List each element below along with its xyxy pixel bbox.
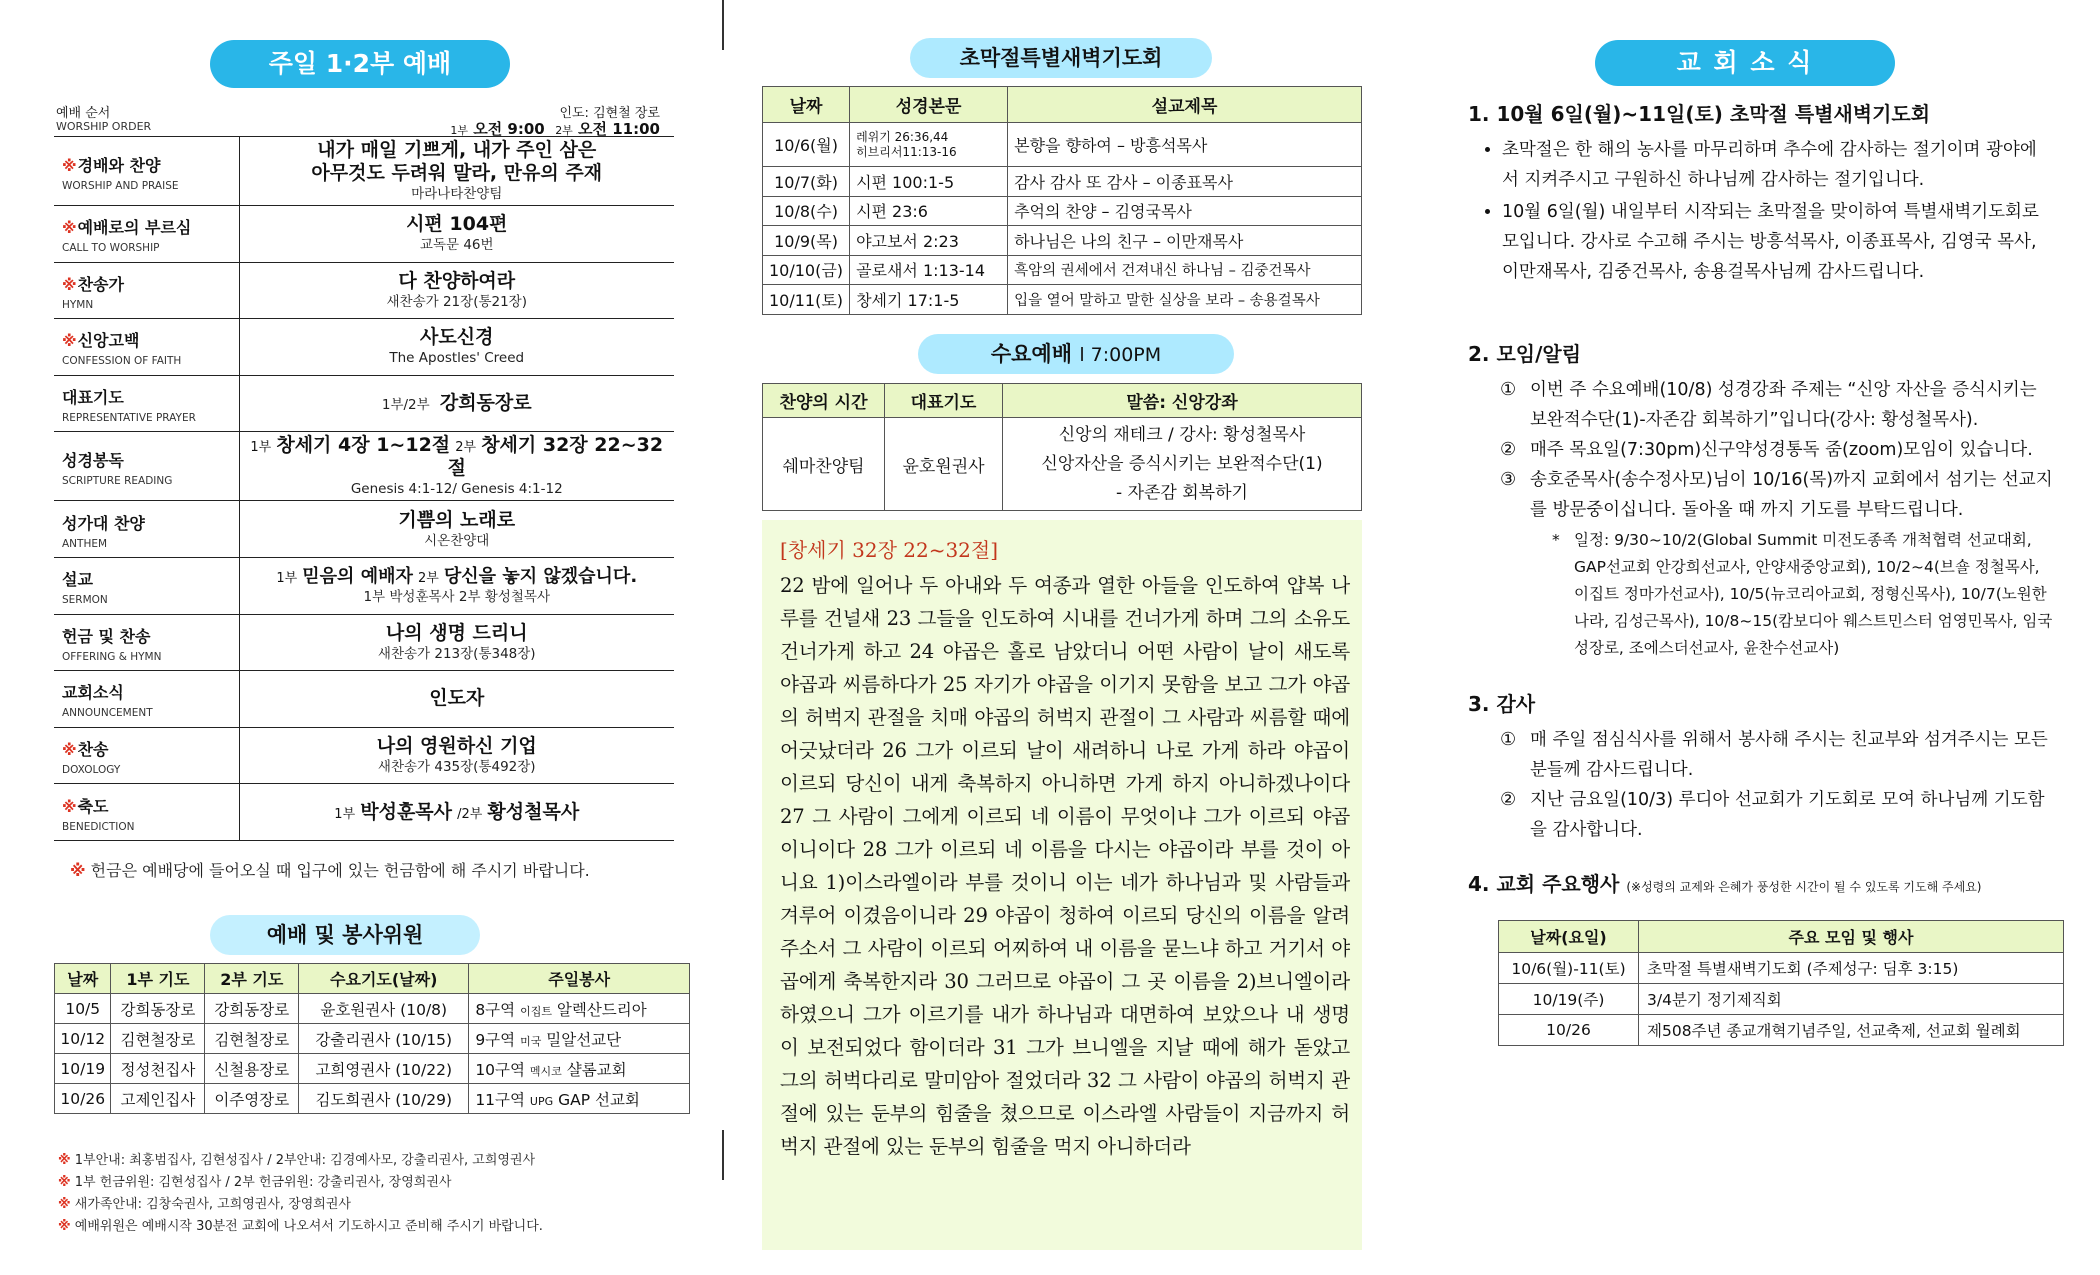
list-item: ③ 송호준목사(송수정사모)님이 10/16(목)까지 교회에서 섬기는 선교지를 방문중이십니다. 돌아올 때 까지 기도를 부탁드립니다. [1500, 469, 2053, 520]
section-thanks: 3. 감사 ① 매 주일 점심식사를 위해서 봉사해 주시는 친교부와 섬겨주시는 모든 분들께 감사드립니다. ② 지난 금요일(10/3) 루디아 선교회가 기도회로 모여 하나님께 기도함을 감사합니다. [1468, 688, 2053, 845]
worship-order-label: 예배 순서 [56, 106, 111, 121]
table-row: 10/10(금) 골로새서 1:13-14 흑암의 권세에서 건져내신 하나님 – 김중건목사 [763, 255, 1362, 285]
list-item: • 초막절은 한 해의 농사를 마무리하며 추수에 감사하는 절기이며 광야에서 지켜주시고 구원하신 하나님께 감사하는 절기입니다. [1502, 135, 2053, 195]
wednesday-service-table: 찬양의 시간 대표기도 말씀: 신앙강좌 쉐마찬양팀 윤호원권사 신앙의 재테크 / 강사: 황성철목사 신앙자산을 증식시키는 보완적수단(1) - 자존감 회복하기 [762, 383, 1362, 511]
service-times: 1부 오전 9:00 2부 오전 11:00 [450, 120, 660, 138]
news-column [1460, 0, 2060, 1275]
volunteer-notes: ※ 1부안내: 최홍범집사, 김현성집사 / 2부안내: 김경예사모, 강출리권사, 고희영권사 ※ 1부 헌금위원: 김현성집사 / 2부 헌금위원: 강출리권사, 장영희권사 ※ 새가족안내: 김창숙권사, 고희영권사, 장영희권사 ※ 예배위원은 예배시작 30분전 교회에 나오셔서 기도하시고 준비해 주시기 바랍니다. [58, 1153, 543, 1234]
table-row: 10/7(화) 시편 100:1-5 감사 감사 또 감사 – 이종표목사 [763, 167, 1362, 197]
table-row: 10/19 정성천집사 신철용장로 고희영권사 (10/22) 10구역 멕시코 샬롬교회 [55, 1054, 690, 1084]
order-row: ※신앙고백 CONFESSION OF FAITH 사도신경 The Apostles' Creed [54, 319, 674, 376]
table-row: 10/12 김현철장로 김현철장로 강출리권사 (10/15) 9구역 미국 밀알선교단 [55, 1024, 690, 1054]
table-row: 10/9(목) 야고보서 2:23 하나님은 나의 친구 – 이만재목사 [763, 226, 1362, 256]
section-dawn-prayer: 1. 10월 6일(월)~11일(토) 초막절 특별새벽기도회 • 초막절은 한 해의 농사를 마무리하며 추수에 감사하는 절기이며 광야에서 지켜주시고 구원하신 하나님께 감사하는 절기입니다. • 10월 6일(월) 내일부터 시작되는 초막절을 맞이하여 특별새벽기도회로 모입니다. 강사로 수고해 주시는 방흥석목사, 이종표목사, 김영국 목사, 이만재목사, 김중건목사, 송용걸목사님께 감사드립니다. [1468, 98, 2053, 289]
table-row: 10/8(수) 시편 23:6 추억의 찬양 – 김영국목사 [763, 196, 1362, 226]
worship-title: 주일 1·2부 예배 [210, 40, 510, 88]
list-item: ① 매 주일 점심식사를 위해서 봉사해 주시는 친교부와 섬겨주시는 모든 분들께 감사드립니다. [1500, 729, 2048, 780]
mission-schedule: * 일정: 9/30~10/2(Global Summit 미전도종족 개척협력 선교대회, GAP선교회 안강희선교사, 안양새중앙교회), 10/2~4(브숄 정철목사, 이집트 정마가선교사), 10/5(뉴코리아교회, 정형신목사), 10/7(노원한나라, 김성근목사), 10/8~15(캄보디아 웨스트민스터 엄영민목사, 임국성장로, 조에스더선교사, 윤찬수선교사) [1552, 531, 2053, 657]
scripture-reference: [창세기 32장 22~32절] [780, 538, 999, 562]
wednesday-service-title: 수요예배 l 7:00PM [918, 334, 1234, 374]
list-item: ② 매주 목요일(7:30pm)신구약성경통독 줌(zoom)모임이 있습니다. [1500, 439, 2033, 460]
table-row: 10/19(주) 3/4분기 정기제직회 [1499, 984, 2064, 1015]
events-table: 날짜(요일) 주요 모임 및 행사 10/6(월)-11(토) 초막절 특별새벽기도회 (주제성구: 딤후 3:15) 10/19(주) 3/4분기 정기제직회 10/26 제508주년 종교개혁기념주일, 선교축제, 선교회 월례회 [1498, 920, 2064, 1046]
order-row: ※찬송가 HYMN 다 찬양하여라 새찬송가 21장(통21장) [54, 262, 674, 319]
divider-bottom [722, 1130, 724, 1180]
worship-order-header [54, 100, 674, 136]
order-row: ※예배로의 부르심 CALL TO WORSHIP 시편 104편 교독문 46번 [54, 206, 674, 263]
worship-order-table [54, 136, 674, 841]
divider-top [722, 0, 724, 50]
volunteers-table: 날짜 1부 기도 2부 기도 수요기도(날짜) 주일봉사 10/5 강희동장로 강희동장로 윤호원권사 (10/8) 8구역 이집트 알렉산드리아 10/12 김현철장로 김현철장로 강출리권사 (10/15) 9구역 미국 밀알선교단 10/19 정성천집사 신철용장로 고희영권사 (10/22) 10구역 멕시코 샬롬교회 10/26 고제인집사 이주영장로 김도희권사 (10/29) 11구역 UPG GAP 선교회 [54, 963, 690, 1114]
order-row: ※축도 BENEDICTION 1부 박성훈목사 /2부 황성철목사 [54, 784, 674, 841]
worship-order-label-en: WORSHIP ORDER [56, 120, 152, 133]
section-events: 4. 교회 주요행사 (※성령의 교제와 은혜가 풍성한 시간이 될 수 있도록 기도해 주세요) 날짜(요일) 주요 모임 및 행사 10/6(월)-11(토) 초막절 특별새벽기도회 (주제성구: 딤후 3:15) 10/19(주) 3/4분기 정기제직회 10/26 제508주년 종교개혁기념주일, 선교축제, 선교회 월례회 [1468, 868, 2053, 897]
leader: 인도: 김현철 장로 [559, 106, 660, 121]
order-row: 교회소식 ANNOUNCEMENT 인도자 [54, 671, 674, 728]
section-announcements: 2. 모임/알림 ① 이번 주 수요예배(10/8) 성경강좌 주제는 “신앙 자산을 증식시키는 보완적수단(1)-자존감 회복하기”입니다(강사: 황성철목사). ② 매주 목요일(7:30pm)신구약성경통독 줌(zoom)모임이 있습니다. ③ 송호준목사(송수정사모)님이 10/16(목)까지 교회에서 섬기는 선교지를 방문중이십니다. 돌아올 때 까지 기도를 부탁드립니다. * 일정: 9/30~10/2(Global Summit 미전도종족 개척협력 선교대회, GAP선교회 안강희선교사, 안양새중앙교회), 10/2~4(브숄 정철목사, 이집트 정마가선교사), 10/5(뉴코리아교회, 정형신목사), 10/7(노원한나라, 김성근목사), 10/8~15(캄보디아 웨스트민스터 엄영민목사, 임국성장로, 조에스더선교사, 윤찬수선교사) [1468, 338, 2053, 662]
table-row: 10/5 강희동장로 강희동장로 윤호원권사 (10/8) 8구역 이집트 알렉산드리아 [55, 994, 690, 1024]
order-row: ※찬송 DOXOLOGY 나의 영원하신 기업 새찬송가 435장(통492장) [54, 727, 674, 784]
table-row: 10/6(월) 레위기 26:36,44 히브리서11:13-16 본향을 향하여 – 방흥석목사 [763, 123, 1362, 167]
scripture-box [762, 520, 1362, 1250]
list-item: ② 지난 금요일(10/3) 루디아 선교회가 기도회로 모여 하나님께 기도함을 감사합니다. [1500, 789, 2045, 840]
scripture-text: 22 밤에 일어나 두 아내와 두 여종과 열한 아들을 인도하여 얍복 나루를 건널새 23 그들을 인도하여 시내를 건너가게 하며 그의 소유도 건너가게 하고 24 야곱은 홀로 남았더니 어떤 사람이 날이 새도록 야곱과 씨름하다가 25 자기가 야곱을 이기지 못함을 보고 그가 야곱의 허벅지 관절을 치매 야곱의 허벅지 관절이 그 사람과 씨름할 때에 어긋났더라 26 그가 이르되 날이 새려하니 나로 가게 하라 야곱이 이르되 당신이 내게 축복하지 아니하면 가게 하지 아니하겠나이다 27 그 사람이 그에게 이르되 네 이름이 무엇이냐 그가 이르되 야곱이니이다 28 그가 이르되 네 이름을 다시는 야곱이라 부를 것이 아니요 1)이스라엘이라 부를 것이니 이는 네가 하나님과 및 사람들과 겨루어 이겼음이니라 29 야곱이 청하여 이르되 당신의 이름을 알려주소서 그 사람이 이르되 어찌하여 내 이름을 묻느냐 하고 거기서 야곱에게 축복한지라 30 그러므로 야곱이 그 곳 이름을 2)브니엘이라 하였으니 그가 이르기를 내가 하나님과 대면하여 보았으나 내 생명이 보전되었다 함이더라 31 그가 브니엘을 지날 때에 해가 돋았고 그의 허벅다리로 말미암아 절었더라 32 그 사람이 야곱의 허벅지 관절에 있는 둔부의 힘줄을 쳤으므로 이스라엘 사람들이 지금까지 허벅지 관절에 있는 둔부의 힘줄을 먹지 아니하더라 [780, 574, 1350, 1158]
list-item: ① 이번 주 수요예배(10/8) 성경강좌 주제는 “신앙 자산을 증식시키는 보완적수단(1)-자존감 회복하기”입니다(강사: 황성철목사). [1500, 379, 2037, 430]
dawn-prayer-title: 초막절특별새벽기도회 [910, 38, 1212, 78]
order-row: 헌금 및 찬송 OFFERING & HYMN 나의 생명 드리니 새찬송가 213장(통348장) [54, 614, 674, 671]
table-row: 10/6(월)-11(토) 초막절 특별새벽기도회 (주제성구: 딤후 3:15) [1499, 953, 2064, 984]
list-item: • 10월 6일(월) 내일부터 시작되는 초막절을 맞이하여 특별새벽기도회로 모입니다. 강사로 수고해 주시는 방흥석목사, 이종표목사, 김영국 목사, 이만재목사, 김중건목사, 송용걸목사님께 감사드립니다. [1502, 197, 2053, 287]
table-row: 10/11(토) 창세기 17:1-5 입을 열어 말하고 말한 실상을 보라 – 송용걸목사 [763, 285, 1362, 315]
order-row: 대표기도 REPRESENTATIVE PRAYER 1부/2부 강희동장로 [54, 375, 674, 432]
dawn-prayer-table: 날짜 성경본문 설교제목 10/6(월) 레위기 26:36,44 히브리서11:13-16 본향을 향하여 – 방흥석목사 10/7(화) 시편 100:1-5 감사 감사 또 감사 – 이종표목사 10/8(수) 시편 23:6 추억의 찬양 – 김영국목사 10/9(목) 야고보서 2:23 하나님은 나의 친구 – 이만재목사 10/10(금) 골로새서 1:13-14 흑암의 권세에서 건져내신 하나님 – 김중건목사 10/11(토) 창세기 17:1-5 입을 열어 말하고 말한 실상을 보라 – 송용걸목사 [762, 86, 1362, 315]
worship-column [50, 0, 700, 1275]
order-row: 성가대 찬양 ANTHEM 기쁨의 노래로 시온찬양대 [54, 501, 674, 558]
volunteers-title: 예배 및 봉사위원 [210, 915, 480, 955]
services-column [760, 0, 1360, 1275]
order-row: ※경배와 찬양 WORSHIP AND PRAISE 내가 매일 기쁘게, 내가 주인 삼은 아무것도 두려워 말라, 만유의 주재 마라나타찬양팀 [54, 137, 674, 206]
order-row: 설교 SERMON 1부 믿음의 예배자 2부 당신을 놓지 않겠습니다. 1부 박성훈목사 2부 황성철목사 [54, 557, 674, 614]
table-row: 10/26 고제인집사 이주영장로 김도희권사 (10/29) 11구역 UPG GAP 선교회 [55, 1084, 690, 1114]
church-news-title: 교 회 소 식 [1595, 40, 1895, 86]
table-row: 쉐마찬양팀 윤호원권사 신앙의 재테크 / 강사: 황성철목사 신앙자산을 증식시키는 보완적수단(1) - 자존감 회복하기 [763, 418, 1362, 511]
offering-note: ※ 헌금은 예배당에 들어오실 때 입구에 있는 헌금함에 해 주시기 바랍니다. [70, 861, 590, 880]
table-row: 10/26 제508주년 종교개혁기념주일, 선교축제, 선교회 월례회 [1499, 1015, 2064, 1046]
order-row: 성경봉독 SCRIPTURE READING 1부 창세기 4장 1~12절 2부 창세기 32장 22~32절 Genesis 4:1-12/ Genesis 4:1-12 [54, 432, 674, 501]
